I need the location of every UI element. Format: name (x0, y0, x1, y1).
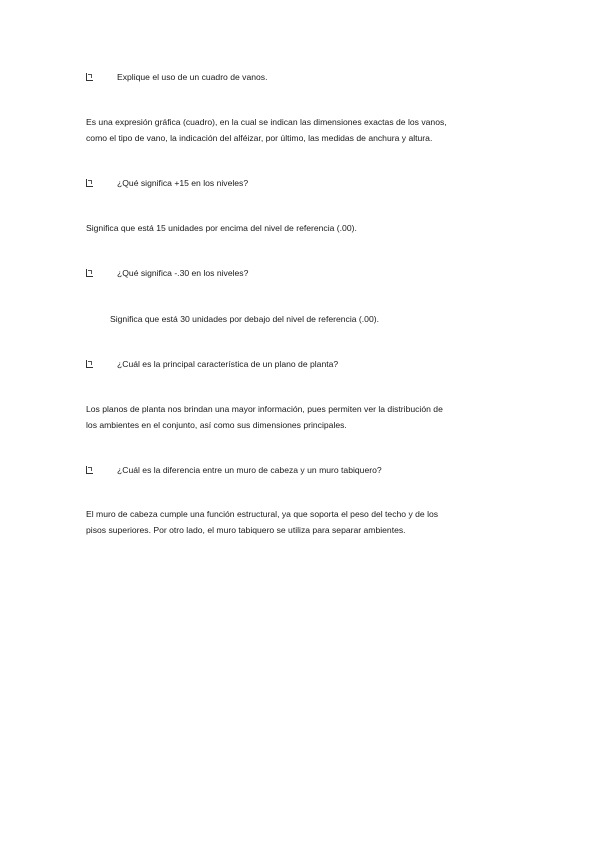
answer-1-line-2: como el tipo de vano, la indicación del alféizar, por último, las medidas de anchura y altura. (86, 132, 433, 143)
checkbox-bullet-icon (86, 73, 93, 81)
answer-5-line-2: pisos superiores. Por otro lado, el muro tabiquero se utiliza para separar ambientes. (86, 524, 406, 535)
answer-4 (86, 402, 516, 433)
answer-4-line-1: Los planos de planta nos brindan una mayor información, pues permiten ver la distribución de (86, 404, 443, 414)
checkbox-bullet-icon (86, 269, 93, 277)
answer-2-line-1: Significa que está 15 unidades por encima del nivel de referencia (.00). (86, 223, 357, 233)
answer-5-line-1: El muro de cabeza cumple una función estructural, ya que soporta el peso del techo y de los (86, 509, 439, 519)
question-2-text: ¿Qué significa +15 en los niveles? (117, 178, 249, 188)
answer-3 (110, 312, 540, 328)
answer-5 (86, 507, 516, 538)
question-1-text: Explique el uso de un cuadro de vanos. (117, 72, 268, 82)
answer-3-line-1: Significa que está 30 unidades por debajo del nivel de referencia (.00). (110, 314, 379, 324)
checkbox-bullet-icon (86, 179, 93, 187)
answer-2 (86, 221, 516, 237)
checkbox-bullet-icon (86, 466, 93, 474)
answer-1 (86, 115, 516, 146)
checkbox-bullet-icon (86, 360, 93, 368)
question-3-text: ¿Qué significa -.30 en los niveles? (117, 268, 249, 278)
question-1 (86, 72, 268, 83)
answer-4-line-2: los ambientes en el conjunto, así como sus dimensiones principales. (86, 419, 347, 430)
question-4 (86, 359, 338, 370)
question-5-text: ¿Cuál es la diferencia entre un muro de cabeza y un muro tabiquero? (117, 465, 382, 475)
question-5 (86, 465, 382, 476)
question-3 (86, 268, 248, 279)
question-2 (86, 178, 248, 189)
question-4-text: ¿Cuál es la principal característica de un plano de planta? (117, 359, 339, 369)
answer-1-line-1: Es una expresión gráfica (cuadro), en la cual se indican las dimensiones exactas de los vanos, (86, 117, 447, 127)
